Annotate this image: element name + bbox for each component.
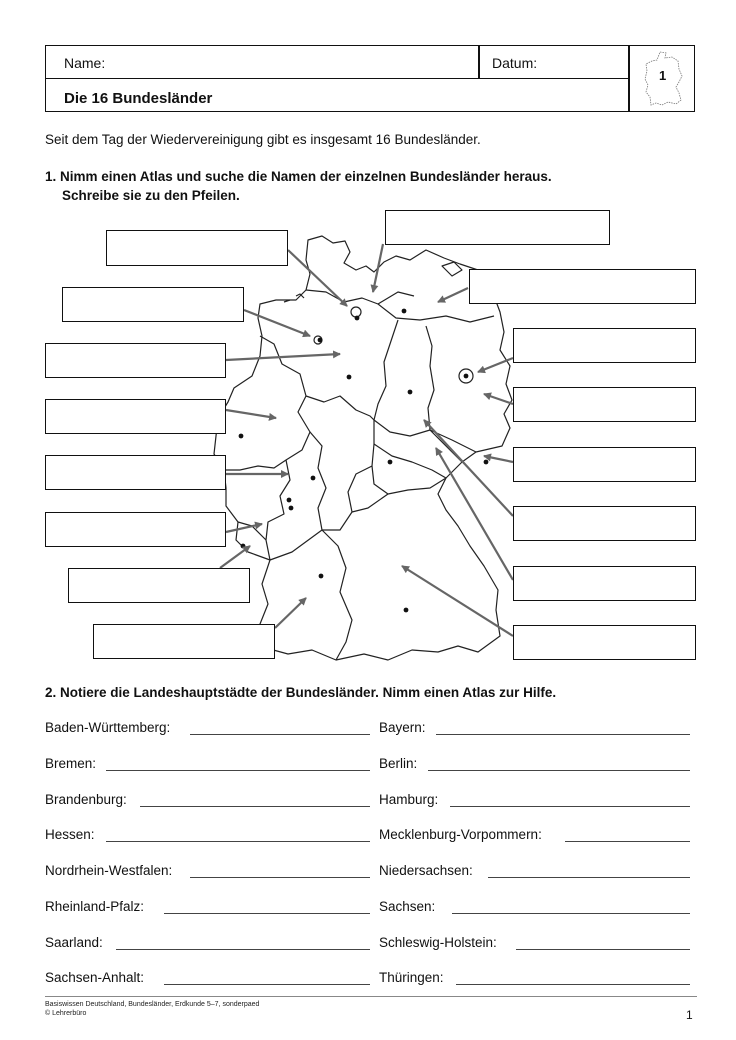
capital-label: Berlin: xyxy=(379,756,418,771)
state-border xyxy=(352,494,388,512)
date-label: Datum: xyxy=(492,55,538,71)
capital-label: Hamburg: xyxy=(379,792,439,807)
capital-answer-line[interactable] xyxy=(190,877,370,878)
footer-divider xyxy=(45,996,697,997)
footer-line: © Lehrerbüro xyxy=(45,1010,87,1017)
footer-line: Basiswissen Deutschland, Bundesländer, Erdkunde 5–7, sonderpaed xyxy=(45,1001,260,1008)
capital-label: Rheinland-Pfalz: xyxy=(45,899,145,914)
state-border xyxy=(322,530,352,660)
capital-dot xyxy=(388,460,393,465)
capital-answer-line[interactable] xyxy=(164,913,370,914)
capital-dot xyxy=(355,316,360,321)
capital-label: Sachsen: xyxy=(379,899,436,914)
capital-dot xyxy=(408,390,413,395)
state-border xyxy=(310,420,374,530)
state-border xyxy=(426,326,434,430)
capital-label: Sachsen-Anhalt: xyxy=(45,970,145,985)
capital-dot xyxy=(289,506,294,511)
name-label: Name: xyxy=(64,55,106,71)
state-name-box[interactable] xyxy=(513,328,696,363)
capital-answer-line[interactable] xyxy=(450,806,690,807)
capital-answer-line[interactable] xyxy=(456,984,690,985)
capital-label: Schleswig-Holstein: xyxy=(379,935,497,950)
capital-dot xyxy=(484,460,489,465)
state-border xyxy=(374,320,430,436)
arrow xyxy=(438,288,468,302)
capital-label: Baden-Württemberg: xyxy=(45,720,171,735)
arrow xyxy=(220,546,250,568)
capital-label: Niedersachsen: xyxy=(379,863,473,878)
capital-answer-line[interactable] xyxy=(106,841,370,842)
capital-answer-line[interactable] xyxy=(140,806,370,807)
capital-answer-line[interactable] xyxy=(428,770,690,771)
capital-answer-line[interactable] xyxy=(452,913,690,914)
capital-dot xyxy=(311,476,316,481)
state-name-box[interactable] xyxy=(45,455,226,490)
state-border xyxy=(306,290,414,304)
state-name-box[interactable] xyxy=(385,210,610,245)
page-title: Die 16 Bundesländer xyxy=(64,90,213,107)
hamburg-outline xyxy=(351,307,361,317)
capital-label: Hessen: xyxy=(45,827,95,842)
capital-dot xyxy=(464,374,469,379)
state-name-box[interactable] xyxy=(45,399,226,434)
state-border xyxy=(270,530,322,560)
capital-label: Bayern: xyxy=(379,720,426,735)
state-name-box[interactable] xyxy=(513,506,696,541)
task-1-line-1: 1. Nimm einen Atlas und suche die Namen der einzelnen Bundesländer heraus. xyxy=(45,169,552,184)
state-border xyxy=(378,304,494,322)
capital-label: Bremen: xyxy=(45,756,97,771)
state-name-box[interactable] xyxy=(513,387,696,422)
capital-label: Brandenburg: xyxy=(45,792,127,807)
capital-answer-line[interactable] xyxy=(488,877,690,878)
capital-dot xyxy=(287,498,292,503)
state-name-box[interactable] xyxy=(469,269,696,304)
capital-answer-line[interactable] xyxy=(106,770,370,771)
state-name-box[interactable] xyxy=(513,625,696,660)
capital-dot xyxy=(402,309,407,314)
capital-dot xyxy=(239,434,244,439)
capital-answer-line[interactable] xyxy=(436,734,690,735)
state-name-box[interactable] xyxy=(68,568,250,603)
state-name-box[interactable] xyxy=(513,566,696,601)
state-border xyxy=(372,444,446,494)
state-name-box[interactable] xyxy=(45,343,226,378)
capital-answer-line[interactable] xyxy=(164,984,370,985)
capital-label: Thüringen: xyxy=(379,970,444,985)
sheet-number: 1 xyxy=(659,68,667,83)
capital-answer-line[interactable] xyxy=(565,841,690,842)
task-1-line-2: Schreibe sie zu den Pfeilen. xyxy=(62,188,240,203)
capital-label: Mecklenburg-Vorpommern: xyxy=(379,827,542,842)
arrow xyxy=(484,456,513,462)
capital-dot xyxy=(318,338,323,343)
state-name-box[interactable] xyxy=(106,230,288,266)
state-name-box[interactable] xyxy=(93,624,275,659)
capital-dot xyxy=(241,544,246,549)
arrow xyxy=(373,244,383,292)
intro-text: Seit dem Tag der Wiedervereinigung gibt es insgesamt 16 Bundesländer. xyxy=(45,132,481,147)
arrow xyxy=(288,250,347,306)
page-number: 1 xyxy=(686,1008,693,1022)
capital-dot xyxy=(347,375,352,380)
state-name-box[interactable] xyxy=(45,512,226,547)
capital-dot xyxy=(319,574,324,579)
arrow xyxy=(226,354,340,360)
footer-source xyxy=(45,1000,259,1018)
state-name-box[interactable] xyxy=(62,287,244,322)
capital-answer-line[interactable] xyxy=(116,949,370,950)
state-border xyxy=(306,396,374,420)
capital-label: Saarland: xyxy=(45,935,103,950)
capital-dot xyxy=(404,608,409,613)
arrow xyxy=(244,310,310,336)
arrow xyxy=(275,598,306,628)
arrow xyxy=(436,448,513,580)
arrow xyxy=(484,394,513,404)
capital-label: Nordrhein-Westfalen: xyxy=(45,863,173,878)
arrow xyxy=(226,410,276,418)
state-name-box[interactable] xyxy=(513,447,696,482)
arrow xyxy=(478,358,513,372)
capital-answer-line[interactable] xyxy=(190,734,370,735)
task-2-text: 2. Notiere die Landeshauptstädte der Bundesländer. Nimm einen Atlas zur Hilfe. xyxy=(45,685,557,700)
capital-answer-line[interactable] xyxy=(516,949,690,950)
